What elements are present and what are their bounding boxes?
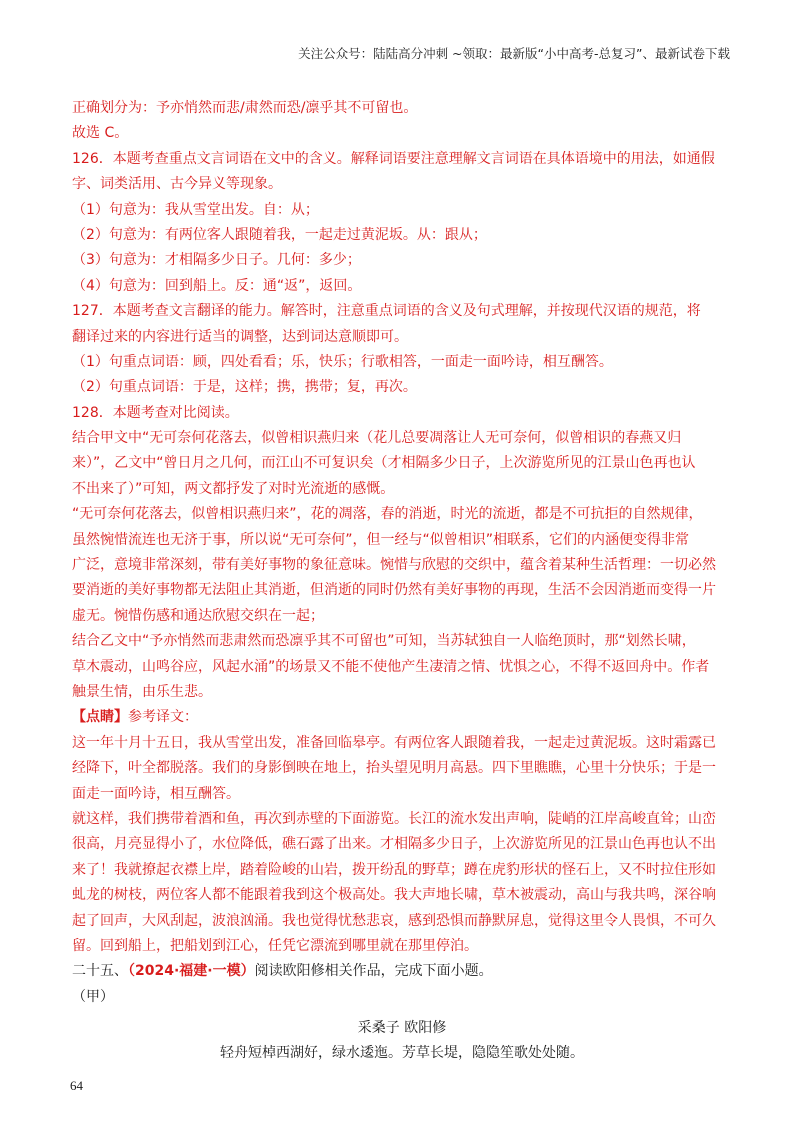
poem-line: 轻舟短棹西湖好，绿水逶迤。芳草长堤，隐隐笙歌处处随。: [220, 1045, 584, 1062]
answer-line: 广泛，意境非常深刻，带有美好事物的象征意味。惋惜与欣慰的交织中，蕴含着某种生活哲理：一切必然: [72, 557, 716, 574]
answer-line: 结合甲文中“无可奈何花落去，似曾相识燕归来（花儿总要凋落让人无可奈何，似曾相识的春燕又归: [72, 430, 682, 447]
answer-line: 字、词类活用、古今异义等现象。: [72, 176, 282, 193]
answer-line: 翻译过来的内容进行适当的调整，达到词达意顺即可。: [72, 328, 408, 345]
answer-line: 要消逝的美好事物都无法阻止其消逝，但消逝的同时仍然有美好事物的再现，生活不会因消逝而变得一片: [72, 582, 716, 599]
answer-line: 结合乙文中“予亦悄然而悲肃然而恐凛乎其不可留也”可知，当苏轼独自一人临绝顶时，那“划然长啸，: [72, 633, 696, 650]
translation-line: 来了！我就撩起衣襟上岸，踏着险峻的山岩，拨开纷乱的野草；蹲在虎豹形状的怪石上，又不时拉住形如: [72, 861, 716, 878]
answer-line: 正确划分为：予亦悄然而悲/肃然而恐/凛乎其不可留也。: [72, 100, 418, 116]
answer-line: （1）句意为：我从雪堂出发。自：从；: [72, 201, 319, 218]
document-body: [72, 96, 732, 1067]
translation-line: 虬龙的树枝，两位客人都不能跟着我到这个极高处。我大声地长啸，草木被震动，高山与我共鸣，深谷响: [72, 887, 716, 904]
answer-line: 128．本题考查对比阅读。: [72, 404, 239, 421]
page-number: 64: [70, 1078, 83, 1093]
header-text: 关注公众号：陆陆高分冲刺 ~领取：最新版“小中高考-总复习”、最新试卷下载: [298, 46, 730, 61]
question-number: 二十五、: [72, 963, 128, 980]
translation-line: 面走一面吟诗，相互酬答。: [72, 785, 240, 802]
answer-line: 126．本题考查重点文言词语在文中的含义。解释词语要注意理解文言词语在具体语境中的用法，如通假: [72, 150, 715, 167]
answer-line: 来）”，乙文中“曾日月之几何，而江山不可复识矣（才相隔多少日子，上次游览所见的江景山色再也认: [72, 455, 696, 472]
answer-line: 127．本题考查文言翻译的能力。解答时，注意重点词语的含义及句式理解，并按现代汉语的规范，将: [72, 303, 701, 320]
answer-line: （2）句重点词语：于是，这样；携，携带；复，再次。: [72, 379, 417, 396]
answer-line: （3）句意为：才相隔多少日子。几何：多少；: [72, 252, 361, 269]
translation-line: 就这样，我们携带着酒和鱼，再次到赤壁的下面游览。长江的流水发出声响，陡峭的江岸高峻直耸；山峦: [72, 810, 716, 827]
question-heading: [72, 959, 732, 984]
dianjing-tag: 【点睛】: [72, 709, 128, 726]
answer-line: （2）句意为：有两位客人跟随着我，一起走过黄泥坂。从：跟从；: [72, 226, 487, 243]
answer-line: 虽然惋惜流连也无济于事，所以说“无可奈何”，但一经与“似曾相识”相联系，它们的内涵便变得非常: [72, 531, 690, 548]
answer-line: 不出来了）”可知，两文都抒发了对时光流逝的感慨。: [72, 480, 395, 497]
translation-line: 很高，月亮显得小了，水位降低，礁石露了出来。才相隔多少日子，上次游览所见的江景山色再也认不出: [72, 836, 716, 853]
answer-line: 触景生情，由乐生悲。: [72, 683, 212, 700]
answer-line: （1）句重点词语：顾，四处看看；乐，快乐；行歌相答，一面走一面吟诗，相互酬答。: [72, 353, 613, 370]
passage-label: （甲）: [72, 988, 114, 1005]
answer-line: 虚无。惋惜伤感和通达欣慰交织在一起；: [72, 607, 324, 624]
translation-line: 留。回到船上，把船划到江心，任凭它漂流到哪里就在那里停泊。: [72, 937, 478, 954]
question-source: （2024·福建·一模）: [128, 963, 255, 980]
translation-heading: [72, 705, 732, 730]
answer-line: 故选 C。: [72, 125, 129, 142]
translation-label: 参考译文：: [128, 709, 198, 726]
translation-line: 经降下，叶全都脱落。我们的身影倒映在地上，抬头望见明月高悬。四下里瞧瞧，心里十分快乐；于是一: [72, 760, 716, 777]
translation-line: 起了回声，大风刮起，波浪汹涌。我也觉得忧愁悲哀，感到恐惧而静默屏息，觉得这里令人畏惧，不可久: [72, 912, 716, 929]
answer-line: （4）句意为：回到船上。反：通“返”，返回。: [72, 277, 362, 294]
poem-title: 采桑子 欧阳修: [357, 1020, 447, 1037]
question-prompt: 阅读欧阳修相关作品，完成下面小题。: [254, 963, 493, 980]
answer-line: 草木震动，山鸣谷应，风起水涌”的场景又不能不使他产生凄清之情、忧惧之心，不得不返回舟中。作者: [72, 658, 710, 675]
answer-line: “无可奈何花落去，似曾相识燕归来”，花的凋落，春的消逝，时光的流逝，都是不可抗拒的自然规律，: [72, 506, 703, 523]
translation-line: 这一年十月十五日，我从雪堂出发，准备回临皋亭。有两位客人跟随着我，一起走过黄泥坂。这时霜露已: [72, 734, 716, 751]
